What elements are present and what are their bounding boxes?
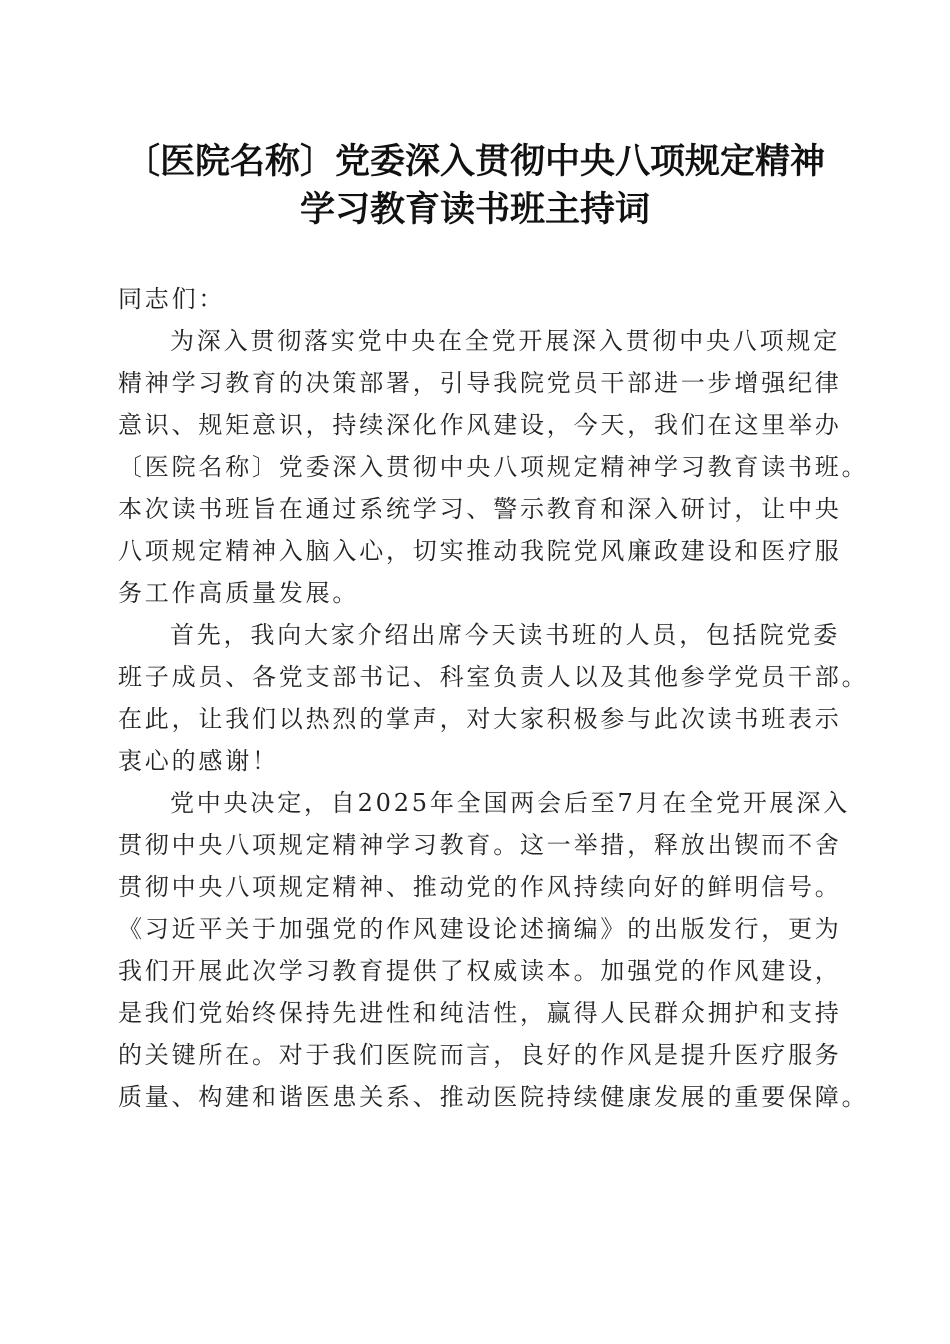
- paragraph-1-line-2: 精神学习教育的决策部署，引导我院党员干部进一步增强纪律: [118, 369, 842, 397]
- paragraph-2-line-1: 首先，我向大家介绍出席今天读书班的人员，包括院党委: [170, 621, 840, 649]
- document-body: [118, 278, 869, 1118]
- paragraph-1-line-3: 意识、规矩意识，持续深化作风建设，今天，我们在这里举办: [118, 411, 842, 439]
- paragraph-1-line-1: 为深入贯彻落实党中央在全党开展深入贯彻中央八项规定: [170, 327, 840, 355]
- paragraph-2-line-4: 衷心的感谢！: [118, 747, 279, 775]
- paragraph-3-line-3: 贯彻中央八项规定精神、推动党的作风持续向好的鲜明信号。: [118, 873, 842, 901]
- paragraph-3-line-5: 我们开展此次学习教育提供了权威读本。加强党的作风建设，: [118, 957, 842, 985]
- paragraph-3-line-7: 的关键所在。对于我们医院而言，良好的作风是提升医疗服务: [118, 1041, 842, 1069]
- document-title: [100, 138, 850, 234]
- title-line-1: 〔医院名称〕党委深入贯彻中央八项规定精神: [124, 141, 825, 182]
- paragraph-1-line-7: 务工作高质量发展。: [118, 579, 360, 607]
- paragraph-3-line-6: 是我们党始终保持先进性和纯洁性，赢得人民群众拥护和支持: [118, 999, 842, 1027]
- paragraph-3-line-8: 质量、构建和谐医患关系、推动医院持续健康发展的重要保障。: [118, 1083, 869, 1111]
- paragraph-1-line-4: 〔医院名称〕党委深入贯彻中央八项规定精神学习教育读书班。: [118, 453, 869, 481]
- paragraph-2-line-3: 在此，让我们以热烈的掌声，对大家积极参与此次读书班表示: [118, 705, 842, 733]
- title-line-2: 学习教育读书班主持词: [299, 189, 650, 230]
- paragraph-2-line-2: 班子成员、各党支部书记、科室负责人以及其他参学党员干部。: [118, 663, 869, 691]
- paragraph-1-line-6: 八项规定精神入脑入心，切实推动我院党风廉政建设和医疗服: [118, 537, 842, 565]
- paragraph-3-line-2: 贯彻中央八项规定精神学习教育。这一举措，释放出锲而不舍: [118, 831, 842, 859]
- paragraph-1-line-5: 本次读书班旨在通过系统学习、警示教育和深入研讨，让中央: [118, 495, 842, 523]
- paragraph-3-line-4: 《习近平关于加强党的作风建设论述摘编》的出版发行，更为: [118, 915, 842, 943]
- salutation: 同志们：: [118, 285, 226, 313]
- paragraph-3-line-1: 党中央决定，自2025年全国两会后至7月在全党开展深入: [170, 789, 850, 817]
